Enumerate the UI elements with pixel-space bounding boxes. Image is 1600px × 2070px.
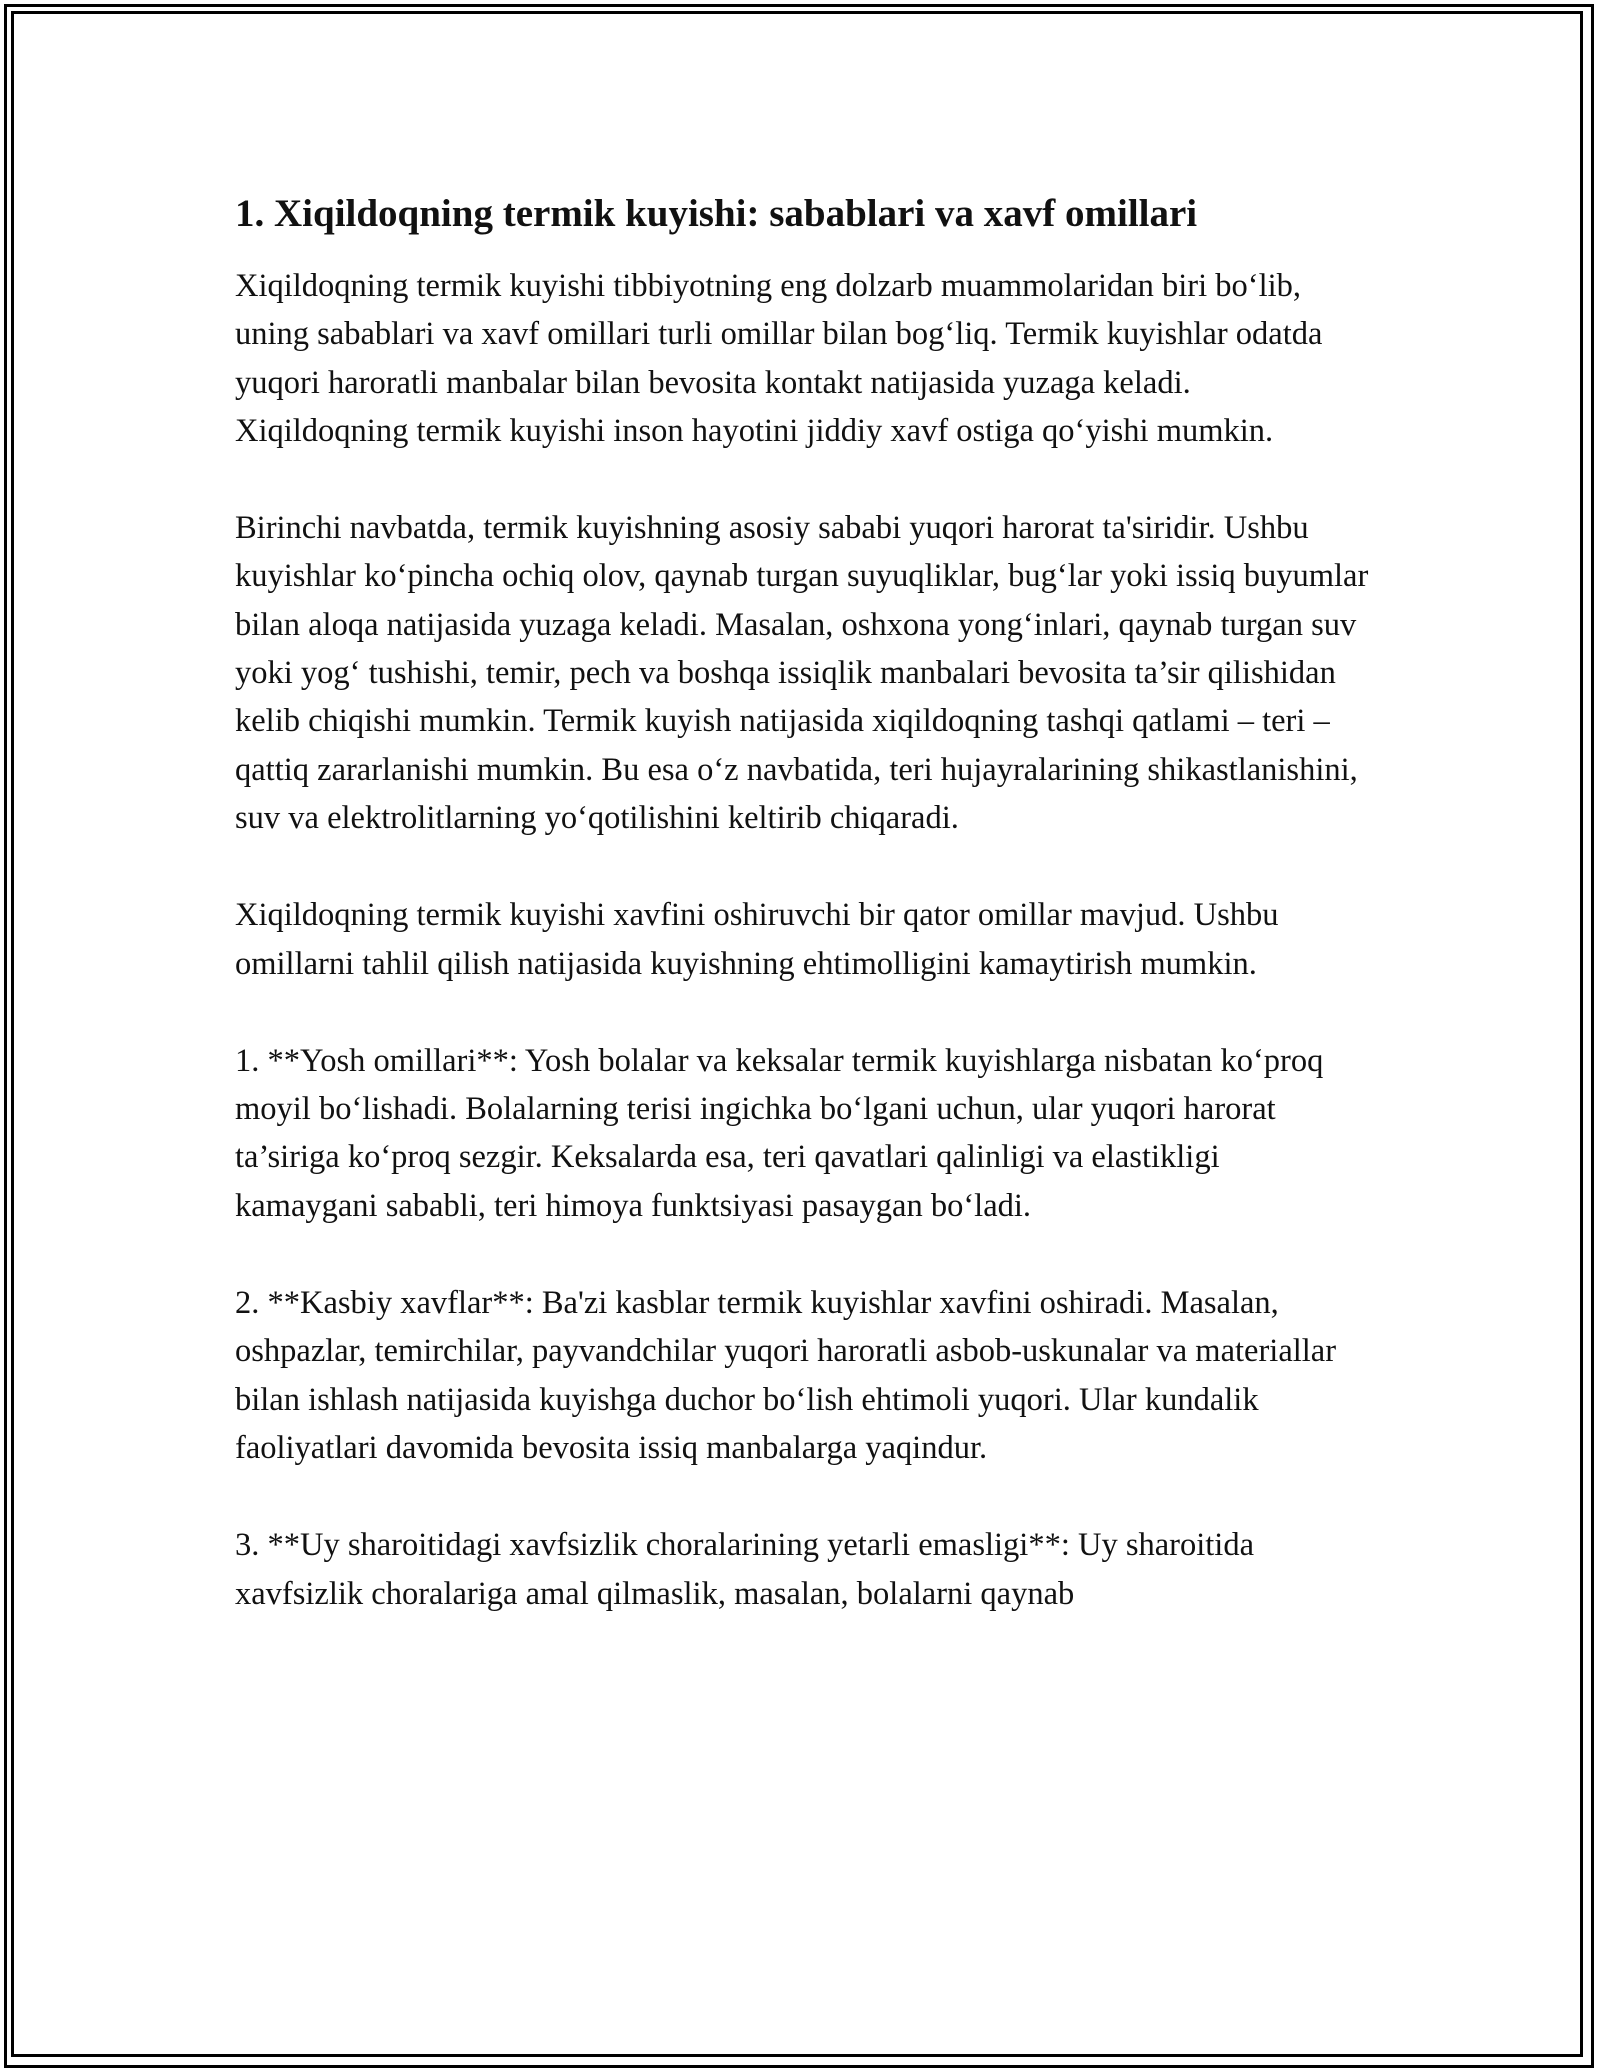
paragraph-risk-factors: Xiqildoqning termik kuyishi xavfini oshiruvchi bir qator omillar mavjud. Ushbu omillarni tahlil qilish natijasida kuyishning ehtimolligini kamaytirish mumkin. bbox=[235, 897, 1279, 982]
list-item-home-safety: 3. **Uy sharoitidagi xavfsizlik choralarining yetarli emasligi**: Uy sharoitida xavfsizlik choralariga amal qilmaslik, masalan, bolalarni qaynab bbox=[235, 1527, 1254, 1612]
document-body bbox=[235, 186, 1370, 1667]
paragraph-intro: Xiqildoqning termik kuyishi tibbiyotning eng dolzarb muammolaridan biri bo‘lib, uning sabablari va xavf omillari turli omillar bilan bog‘liq. Termik kuyishlar odatda yuqori haroratli manbalar bilan bevosita kontakt natijasida yuzaga keladi. Xiqildoqning termik kuyishi inson hayotini jiddiy xavf ostiga qo‘yishi mumkin. bbox=[235, 268, 1323, 449]
section-heading: 1. Xiqildoqning termik kuyishi: sabablari va xavf omillari bbox=[235, 192, 1198, 235]
paragraph-causes: Birinchi navbatda, termik kuyishning asosiy sababi yuqori harorat ta'siridir. Ushbu kuyishlar ko‘pincha ochiq olov, qaynab turgan suyuqliklar, bug‘lar yoki issiq buyumlar bilan aloqa natijasida yuzaga keladi. Masalan, oshxona yong‘inlari, qaynab turgan suv yoki yog‘ tushishi, temir, pech va boshqa issiqlik manbalari bevosita ta’sir qilishidan kelib chiqishi mumkin. Termik kuyish natijasida xiqildoqning tashqi qatlami – teri – qattiq zararlanishi mumkin. Bu esa o‘z navbatida, teri hujayralarining shikastlanishini, suv va elektrolitlarning yo‘qotilishini keltirib chiqaradi. bbox=[235, 510, 1369, 836]
list-item-age-factors: 1. **Yosh omillari**: Yosh bolalar va keksalar termik kuyishlarga nisbatan ko‘proq moyil bo‘lishadi. Bolalarning terisi ingichka bo‘lgani uchun, ular yuqori harorat ta’siriga ko‘proq sezgir. Keksalarda esa, teri qavatlari qalinligi va elastikligi kamaygani sababli, teri himoya funktsiyasi pasaygan bo‘ladi. bbox=[235, 1042, 1324, 1224]
list-item-occupational-risks: 2. **Kasbiy xavflar**: Ba'zi kasblar termik kuyishlar xavfini oshiradi. Masalan, oshpazlar, temirchilar, payvandchilar yuqori haroratli asbob-uskunalar va materiallar bilan ishlash natijasida kuyishga duchor bo‘lish ehtimoli yuqori. Ular kundalik faoliyatlari davomida bevosita issiq manbalarga yaqindur. bbox=[235, 1285, 1337, 1466]
